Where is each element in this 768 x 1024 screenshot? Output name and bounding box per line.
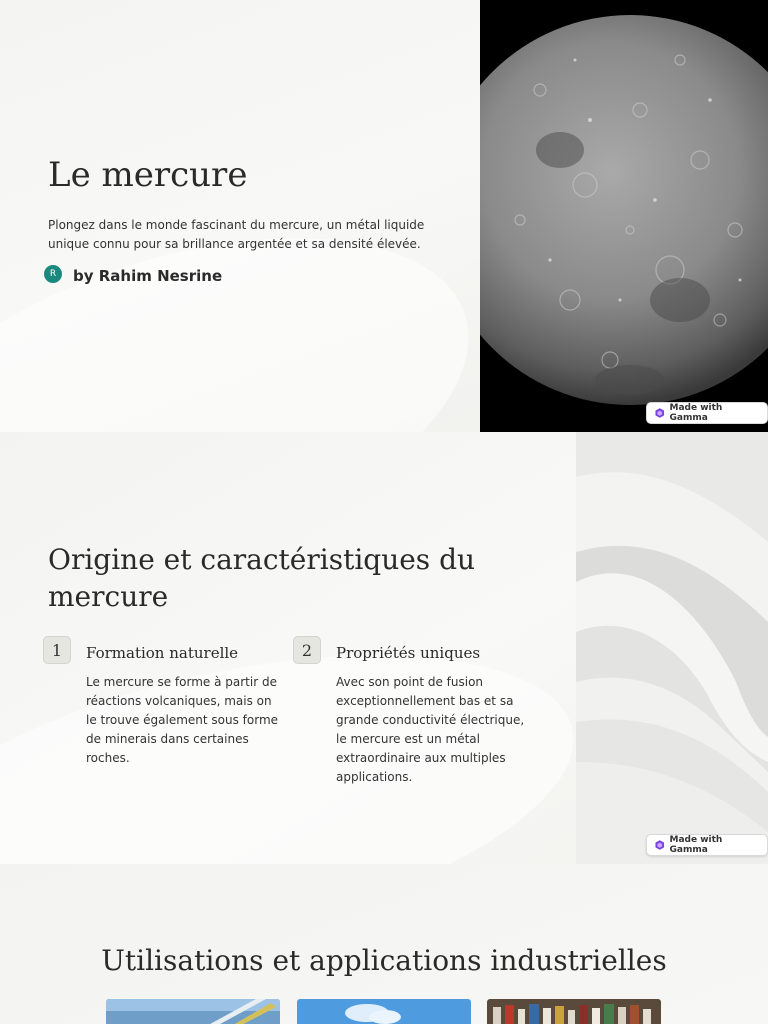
gamma-logo-icon [655,408,665,418]
background-swoosh [0,172,511,432]
sky-image [297,999,471,1024]
planet-illustration [480,0,768,432]
feature-title: Formation naturelle [86,644,239,662]
intro-text: Plongez dans le monde fascinant du mercure, un métal liquide unique connu pour sa brillance argentée et sa densité élevée. [48,218,425,251]
lab-shelf-image [487,999,661,1024]
feature-number: 2 [293,636,321,664]
feature-number: 1 [43,636,71,664]
sky-illustration [297,999,471,1024]
author-line [44,263,222,285]
avatar: R [44,265,62,283]
section-title: Origine et caractéristiques du mercure [48,543,476,613]
badge-label: Made with Gamma [669,403,723,423]
slide-uses [0,864,768,1024]
gamma-logo-icon [655,840,665,850]
section-title: Utilisations et applications industrielles [101,944,667,977]
feature-description: Avec son point de fusion exceptionnellement bas et sa grande conductivité électrique, le mercure est un métal extraordinaire aux multiples applications. [336,675,525,784]
author-name: by Rahim Nesrine [73,267,223,285]
abstract-waves-image [576,432,768,864]
thermometer-illustration [106,999,280,1024]
feature-description: Le mercure se forme à partir de réactions volcaniques, mais on le trouve également sous forme de minerais dans certaines roches. [86,675,279,765]
mercury-planet-image [480,0,768,432]
thermometer-image [106,999,280,1024]
lab-shelf-illustration [487,999,661,1024]
waves-illustration [576,432,768,864]
made-with-gamma-badge[interactable] [646,402,768,424]
feature-title: Propriétés uniques [336,644,481,662]
slide-origin [0,432,768,864]
slide-title [0,0,768,432]
made-with-gamma-badge[interactable] [646,834,768,856]
page-title: Le mercure [48,155,248,195]
badge-label: Made with Gamma [669,835,723,855]
